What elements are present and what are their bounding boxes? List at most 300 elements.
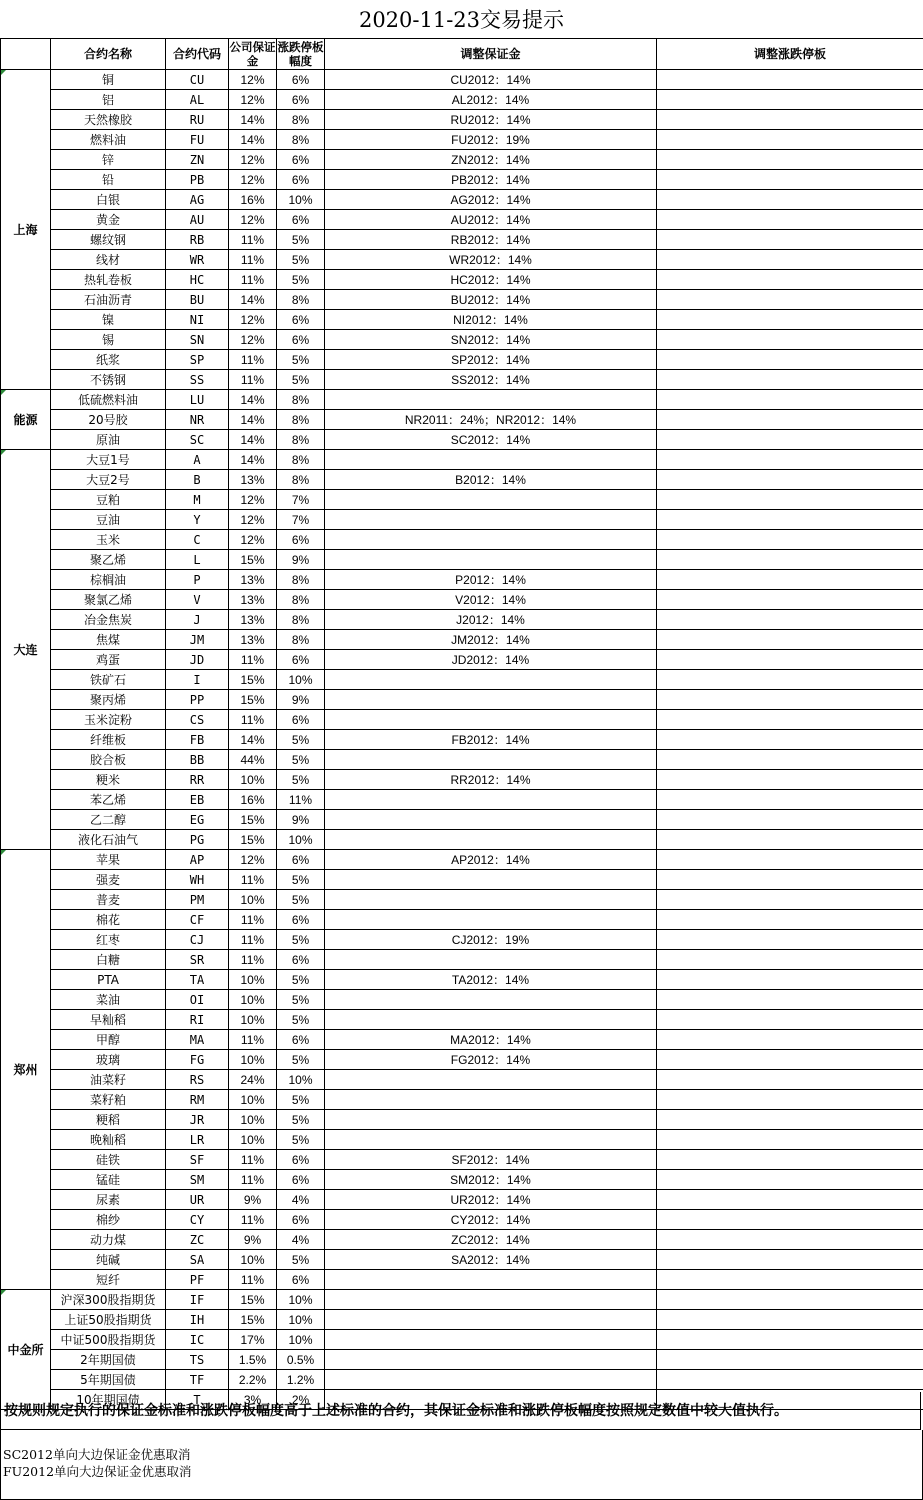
- contract-code: M: [166, 490, 229, 510]
- contract-code: PB: [166, 170, 229, 190]
- company-margin: 11%: [229, 650, 277, 670]
- contract-name: 豆油: [51, 510, 166, 530]
- company-margin: 11%: [229, 1030, 277, 1050]
- adjusted-limit: [657, 830, 923, 850]
- adjusted-limit: [657, 650, 923, 670]
- adjusted-margin: [325, 1270, 657, 1290]
- contract-name: 菜籽粕: [51, 1090, 166, 1110]
- contract-name: 锰硅: [51, 1170, 166, 1190]
- contract-name: 镍: [51, 310, 166, 330]
- contract-code: C: [166, 530, 229, 550]
- adjusted-limit: [657, 950, 923, 970]
- adjusted-limit: [657, 910, 923, 930]
- contract-code: IH: [166, 1310, 229, 1330]
- contract-code: AL: [166, 90, 229, 110]
- contract-code: BU: [166, 290, 229, 310]
- table-row: [1, 610, 923, 630]
- adjusted-margin: [325, 1090, 657, 1110]
- company-margin: 12%: [229, 530, 277, 550]
- contract-code: FU: [166, 130, 229, 150]
- company-margin: 10%: [229, 1050, 277, 1070]
- adjusted-limit: [657, 790, 923, 810]
- adjusted-limit: [657, 250, 923, 270]
- contract-name: 天然橡胶: [51, 110, 166, 130]
- adjusted-margin: [325, 1010, 657, 1030]
- adjusted-margin: ZC2012：14%: [325, 1230, 657, 1250]
- adjusted-limit: [657, 690, 923, 710]
- table-row: [1, 90, 923, 110]
- adjusted-margin: [325, 830, 657, 850]
- header-row: [1, 39, 923, 70]
- table-row: [1, 1290, 923, 1310]
- contract-name: 豆粕: [51, 490, 166, 510]
- limit-range: 6%: [277, 150, 325, 170]
- limit-range: 6%: [277, 710, 325, 730]
- contract-name: 黄金: [51, 210, 166, 230]
- table-row: [1, 210, 923, 230]
- header-adjust-margin: 调整保证金: [325, 39, 657, 70]
- limit-range: 6%: [277, 70, 325, 90]
- company-margin: 10%: [229, 1010, 277, 1030]
- adjusted-margin: FU2012：19%: [325, 130, 657, 150]
- exchange-label: 上海: [1, 70, 51, 390]
- contract-name: 不锈钢: [51, 370, 166, 390]
- limit-range: 8%: [277, 630, 325, 650]
- contract-name: 铁矿石: [51, 670, 166, 690]
- company-margin: 14%: [229, 390, 277, 410]
- contract-code: B: [166, 470, 229, 490]
- limit-range: 1.2%: [277, 1370, 325, 1390]
- company-margin: 12%: [229, 490, 277, 510]
- contract-code: WR: [166, 250, 229, 270]
- company-margin: 14%: [229, 410, 277, 430]
- adjusted-limit: [657, 210, 923, 230]
- contract-code: RB: [166, 230, 229, 250]
- company-margin: 15%: [229, 550, 277, 570]
- adjusted-limit: [657, 170, 923, 190]
- table-row: [1, 970, 923, 990]
- table-row: [1, 830, 923, 850]
- adjusted-margin: [325, 530, 657, 550]
- company-margin: 11%: [229, 1150, 277, 1170]
- contract-name: 铅: [51, 170, 166, 190]
- adjusted-margin: B2012：14%: [325, 470, 657, 490]
- company-margin: 10%: [229, 890, 277, 910]
- contract-code: RI: [166, 1010, 229, 1030]
- rule-note: 按规则规定执行的保证金标准和涨跌停板幅度高于上述标准的合约，其保证金标准和涨跌停板幅度按照规定数值中较大值执行。: [0, 1392, 921, 1430]
- table-row: [1, 870, 923, 890]
- limit-range: 5%: [277, 730, 325, 750]
- contract-code: RU: [166, 110, 229, 130]
- adjusted-margin: P2012：14%: [325, 570, 657, 590]
- adjusted-limit: [657, 1230, 923, 1250]
- adjusted-limit: [657, 510, 923, 530]
- adjusted-margin: RB2012：14%: [325, 230, 657, 250]
- table-row: [1, 990, 923, 1010]
- contract-name: 棕榈油: [51, 570, 166, 590]
- contract-code: PF: [166, 1270, 229, 1290]
- table-row: [1, 710, 923, 730]
- company-margin: 15%: [229, 690, 277, 710]
- limit-range: 4%: [277, 1230, 325, 1250]
- contract-name: 铝: [51, 90, 166, 110]
- limit-range: 5%: [277, 1090, 325, 1110]
- contract-name: 冶金焦炭: [51, 610, 166, 630]
- adjusted-limit: [657, 810, 923, 830]
- contract-name: 石油沥青: [51, 290, 166, 310]
- adjusted-margin: [325, 990, 657, 1010]
- contract-code: TF: [166, 1370, 229, 1390]
- contract-name: 纸浆: [51, 350, 166, 370]
- limit-range: 10%: [277, 830, 325, 850]
- contract-code: CU: [166, 70, 229, 90]
- contract-name: 动力煤: [51, 1230, 166, 1250]
- adjusted-limit: [657, 150, 923, 170]
- contract-code: SR: [166, 950, 229, 970]
- company-margin: 14%: [229, 130, 277, 150]
- contract-code: ZC: [166, 1230, 229, 1250]
- contract-name: 胶合板: [51, 750, 166, 770]
- company-margin: 12%: [229, 70, 277, 90]
- company-margin: 11%: [229, 1270, 277, 1290]
- adjusted-margin: AP2012：14%: [325, 850, 657, 870]
- adjusted-margin: HC2012：14%: [325, 270, 657, 290]
- adjusted-margin: [325, 390, 657, 410]
- limit-range: 6%: [277, 210, 325, 230]
- table-row: [1, 270, 923, 290]
- limit-range: 5%: [277, 1110, 325, 1130]
- contract-code: A: [166, 450, 229, 470]
- contract-code: JD: [166, 650, 229, 670]
- limit-range: 10%: [277, 670, 325, 690]
- contract-name: 热轧卷板: [51, 270, 166, 290]
- adjusted-margin: [325, 1070, 657, 1090]
- contract-code: IC: [166, 1330, 229, 1350]
- table-row: [1, 570, 923, 590]
- table-row: [1, 150, 923, 170]
- adjusted-limit: [657, 490, 923, 510]
- contract-code: IF: [166, 1290, 229, 1310]
- company-margin: 12%: [229, 210, 277, 230]
- adjusted-margin: SN2012：14%: [325, 330, 657, 350]
- company-margin: 1.5%: [229, 1350, 277, 1370]
- limit-range: 6%: [277, 1170, 325, 1190]
- adjusted-limit: [657, 190, 923, 210]
- company-margin: 10%: [229, 770, 277, 790]
- limit-range: 8%: [277, 450, 325, 470]
- table-row: [1, 910, 923, 930]
- adjusted-limit: [657, 1330, 923, 1350]
- adjusted-limit: [657, 470, 923, 490]
- contract-name: 棉纱: [51, 1210, 166, 1230]
- adjusted-margin: [325, 890, 657, 910]
- adjusted-margin: JM2012：14%: [325, 630, 657, 650]
- company-margin: 12%: [229, 510, 277, 530]
- contract-code: SM: [166, 1170, 229, 1190]
- company-margin: 15%: [229, 1310, 277, 1330]
- contract-name: 红枣: [51, 930, 166, 950]
- exchange-label: 能源: [1, 390, 51, 450]
- limit-range: 6%: [277, 330, 325, 350]
- limit-range: 6%: [277, 910, 325, 930]
- adjusted-margin: ZN2012：14%: [325, 150, 657, 170]
- table-row: [1, 450, 923, 470]
- company-margin: 14%: [229, 430, 277, 450]
- contract-name: 20号胶: [51, 410, 166, 430]
- adjusted-margin: [325, 1130, 657, 1150]
- adjusted-limit: [657, 130, 923, 150]
- company-margin: 11%: [229, 350, 277, 370]
- company-margin: 14%: [229, 110, 277, 130]
- adjusted-margin: [325, 1350, 657, 1370]
- table-row: [1, 130, 923, 150]
- company-margin: 2.2%: [229, 1370, 277, 1390]
- adjusted-limit: [657, 410, 923, 430]
- adjusted-limit: [657, 330, 923, 350]
- contract-name: 大豆2号: [51, 470, 166, 490]
- company-margin: 17%: [229, 1330, 277, 1350]
- limit-range: 8%: [277, 390, 325, 410]
- contract-code: HC: [166, 270, 229, 290]
- company-margin: 11%: [229, 230, 277, 250]
- company-margin: 11%: [229, 710, 277, 730]
- contract-code: AU: [166, 210, 229, 230]
- table-row: [1, 250, 923, 270]
- contract-code: L: [166, 550, 229, 570]
- table-row: [1, 1130, 923, 1150]
- contract-code: RM: [166, 1090, 229, 1110]
- adjusted-margin: J2012：14%: [325, 610, 657, 630]
- company-margin: 13%: [229, 610, 277, 630]
- contract-name: 尿素: [51, 1190, 166, 1210]
- table-body: [1, 70, 923, 1410]
- adjusted-margin: [325, 490, 657, 510]
- adjusted-limit: [657, 670, 923, 690]
- contract-code: P: [166, 570, 229, 590]
- contract-code: PP: [166, 690, 229, 710]
- header-margin: 公司保证金: [229, 40, 276, 68]
- adjusted-limit: [657, 1370, 923, 1390]
- table-row: [1, 690, 923, 710]
- adjusted-margin: [325, 810, 657, 830]
- adjusted-limit: [657, 630, 923, 650]
- adjusted-limit: [657, 230, 923, 250]
- limit-range: 5%: [277, 270, 325, 290]
- contract-name: 玉米: [51, 530, 166, 550]
- table-row: [1, 390, 923, 410]
- contract-code: SC: [166, 430, 229, 450]
- limit-range: 5%: [277, 350, 325, 370]
- adjusted-margin: JD2012：14%: [325, 650, 657, 670]
- limit-range: 5%: [277, 870, 325, 890]
- company-margin: 15%: [229, 670, 277, 690]
- exchange-label: 大连: [1, 450, 51, 850]
- adjusted-margin: [325, 950, 657, 970]
- table-row: [1, 1090, 923, 1110]
- company-margin: 16%: [229, 790, 277, 810]
- limit-range: 5%: [277, 990, 325, 1010]
- company-margin: 16%: [229, 190, 277, 210]
- contract-code: AG: [166, 190, 229, 210]
- adjusted-limit: [657, 90, 923, 110]
- table-row: [1, 1270, 923, 1290]
- limit-range: 6%: [277, 1210, 325, 1230]
- contract-code: WH: [166, 870, 229, 890]
- adjusted-limit: [657, 1150, 923, 1170]
- adjusted-limit: [657, 1250, 923, 1270]
- adjusted-margin: [325, 870, 657, 890]
- adjusted-limit: [657, 890, 923, 910]
- company-margin: 12%: [229, 170, 277, 190]
- table-row: [1, 1150, 923, 1170]
- contract-code: FG: [166, 1050, 229, 1070]
- adjusted-margin: AU2012：14%: [325, 210, 657, 230]
- adjusted-limit: [657, 110, 923, 130]
- limit-range: 9%: [277, 690, 325, 710]
- company-margin: 10%: [229, 1110, 277, 1130]
- adjusted-margin: [325, 710, 657, 730]
- company-margin: 13%: [229, 630, 277, 650]
- contract-name: 锡: [51, 330, 166, 350]
- page-title: 2020-11-23交易提示: [358, 8, 565, 32]
- company-margin: 11%: [229, 1210, 277, 1230]
- contract-name: 聚乙烯: [51, 550, 166, 570]
- limit-range: 8%: [277, 290, 325, 310]
- adjusted-margin: CY2012：14%: [325, 1210, 657, 1230]
- contract-name: 早籼稻: [51, 1010, 166, 1030]
- limit-range: 8%: [277, 570, 325, 590]
- contract-name: 甲醇: [51, 1030, 166, 1050]
- contract-code: NI: [166, 310, 229, 330]
- contract-name: 线材: [51, 250, 166, 270]
- contract-name: 纯碱: [51, 1250, 166, 1270]
- contract-code: TS: [166, 1350, 229, 1370]
- company-margin: 10%: [229, 990, 277, 1010]
- adjusted-limit: [657, 1310, 923, 1330]
- adjusted-margin: FB2012：14%: [325, 730, 657, 750]
- contract-code: Y: [166, 510, 229, 530]
- company-margin: 12%: [229, 90, 277, 110]
- table-row: [1, 310, 923, 330]
- contract-name: 液化石油气: [51, 830, 166, 850]
- limit-range: 7%: [277, 510, 325, 530]
- limit-range: 6%: [277, 1030, 325, 1050]
- adjusted-margin: [325, 510, 657, 530]
- adjusted-limit: [657, 610, 923, 630]
- limit-range: 10%: [277, 1330, 325, 1350]
- contract-code: RR: [166, 770, 229, 790]
- adjusted-margin: WR2012：14%: [325, 250, 657, 270]
- adjusted-margin: RU2012：14%: [325, 110, 657, 130]
- adjusted-limit: [657, 1130, 923, 1150]
- table-row: [1, 1350, 923, 1370]
- header-exchange: [1, 39, 51, 70]
- table-row: [1, 770, 923, 790]
- adjusted-margin: PB2012：14%: [325, 170, 657, 190]
- adjusted-limit: [657, 550, 923, 570]
- adjusted-limit: [657, 370, 923, 390]
- limit-range: 6%: [277, 950, 325, 970]
- table-row: [1, 1370, 923, 1390]
- table-row: [1, 190, 923, 210]
- contract-name: 中证500股指期货: [51, 1330, 166, 1350]
- company-margin: 12%: [229, 150, 277, 170]
- table-row: [1, 110, 923, 130]
- table-row: [1, 850, 923, 870]
- adjusted-margin: [325, 690, 657, 710]
- company-margin: 44%: [229, 750, 277, 770]
- table-row: [1, 1310, 923, 1330]
- contract-name: 玉米淀粉: [51, 710, 166, 730]
- adjusted-limit: [657, 850, 923, 870]
- table-row: [1, 730, 923, 750]
- adjusted-limit: [657, 1350, 923, 1370]
- company-margin: 11%: [229, 1170, 277, 1190]
- contract-name: 鸡蛋: [51, 650, 166, 670]
- limit-range: 5%: [277, 1250, 325, 1270]
- adjusted-margin: [325, 1370, 657, 1390]
- adjusted-margin: [325, 1110, 657, 1130]
- company-margin: 15%: [229, 1290, 277, 1310]
- adjusted-limit: [657, 350, 923, 370]
- contract-name: 大豆1号: [51, 450, 166, 470]
- adjusted-limit: [657, 1030, 923, 1050]
- contract-code: AP: [166, 850, 229, 870]
- table-row: [1, 1230, 923, 1250]
- adjusted-margin: CU2012：14%: [325, 70, 657, 90]
- table-row: [1, 950, 923, 970]
- contract-code: I: [166, 670, 229, 690]
- adjusted-limit: [657, 1270, 923, 1290]
- contract-code: SN: [166, 330, 229, 350]
- contract-code: JM: [166, 630, 229, 650]
- contract-code: CJ: [166, 930, 229, 950]
- table-row: [1, 330, 923, 350]
- extra-note: FU2012单向大边保证金优惠取消: [3, 1464, 192, 1479]
- table-row: [1, 70, 923, 90]
- company-margin: 14%: [229, 290, 277, 310]
- adjusted-margin: CJ2012：19%: [325, 930, 657, 950]
- contract-code: SA: [166, 1250, 229, 1270]
- adjusted-limit: [657, 70, 923, 90]
- contract-name: 纤维板: [51, 730, 166, 750]
- company-margin: 11%: [229, 250, 277, 270]
- company-margin: 13%: [229, 470, 277, 490]
- limit-range: 10%: [277, 1070, 325, 1090]
- company-margin: 3%: [229, 1390, 277, 1410]
- table-row: [1, 1210, 923, 1230]
- contract-code: EG: [166, 810, 229, 830]
- adjusted-margin: AG2012：14%: [325, 190, 657, 210]
- limit-range: 5%: [277, 930, 325, 950]
- contract-name: 焦煤: [51, 630, 166, 650]
- limit-range: 10%: [277, 1310, 325, 1330]
- table-row: [1, 1250, 923, 1270]
- exchange-label: 郑州: [1, 850, 51, 1290]
- table-row: [1, 530, 923, 550]
- contract-name: 硅铁: [51, 1150, 166, 1170]
- limit-range: 5%: [277, 1050, 325, 1070]
- adjusted-margin: [325, 790, 657, 810]
- adjusted-limit: [657, 870, 923, 890]
- contract-name: 菜油: [51, 990, 166, 1010]
- adjusted-margin: SS2012：14%: [325, 370, 657, 390]
- contract-name: 低硫燃料油: [51, 390, 166, 410]
- contract-name: 苹果: [51, 850, 166, 870]
- table-row: [1, 170, 923, 190]
- table-row: [1, 430, 923, 450]
- limit-range: 9%: [277, 550, 325, 570]
